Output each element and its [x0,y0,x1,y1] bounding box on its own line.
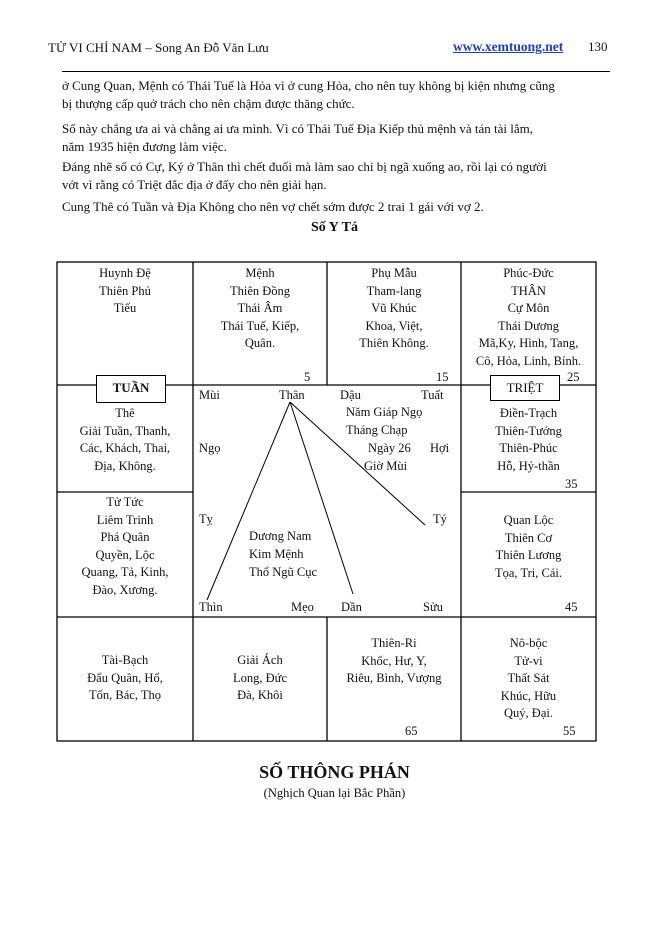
gender-info: Dương Nam [249,529,312,543]
palace-huynh-de: Huynh Đệ Thiên Phủ Tiểu [99,266,151,315]
menh-element: Kim Mệnh [249,547,304,561]
book-title: TỬ VI CHỈ NAM – Song An Đỗ Văn Lưu [48,40,269,55]
paragraph-1: ở Cung Quan, Mệnh có Thái Tuế là Hỏa vì ở cung Hỏa, cho nên tuy không bị kiện nhưng cũng bị thượng cấp quở trách cho nên chậm được thăng chức. [62,78,555,111]
branch-dan: Dần [341,600,362,614]
palace-dien-trach: Điền-Trạch Thiên-Tướng Thiên-Phúc Hỗ, Hỷ-thần [495,406,562,473]
age-number-quan-loc: 45 [565,600,578,614]
age-number-phu-mau: 15 [436,370,449,384]
palace-phuc-duc: Phúc-Đức THÂN Cự Môn Thái Dương Mã,Ky, Hình, Tang, Cô, Hỏa, Linh, Bính. [475,266,582,368]
branch-hoi: Hợi [430,441,450,455]
branch-ngo: Ngọ [199,441,221,455]
cuc-element: Thổ Ngũ Cục [249,565,318,579]
paragraph-3: Đáng nhẽ số có Cự, Ký ở Thân thì chết đuối mà làm sao chỉ bị ngã xuống ao, rồi lại có người vớt vì rằng có Triệt đắc địa ở đấy cho nên giải hạn. [62,159,547,192]
branch-ty-left: Tỵ [199,512,213,526]
age-number-no-boc: 55 [563,724,576,738]
section-title: SỐ THÔNG PHÁN [259,762,410,782]
branch-mui: Mùi [199,388,220,402]
age-number-thien-ri: 65 [405,724,418,738]
website-link[interactable]: www.xemtuong.net [453,39,564,54]
palace-quan-loc: Quan Lộc Thiên Cơ Thiên Lương Tọa, Tri, Cái. [494,513,563,580]
palace-phu-mau: Phụ Mẫu Tham-lang Vũ Khúc Khoa, Việt, Thiên Không. [359,266,429,350]
page-number: 130 [588,39,608,54]
branch-tuat: Tuất [421,388,444,402]
branch-than: Thân [279,388,305,402]
branch-meo: Mẹo [291,600,314,614]
palace-tai-bach: Tài-Bạch Đẩu Quân, Hổ, Tốn, Bác, Thọ [87,653,163,702]
section-subtitle: (Nghịch Quan lại Bắc Phần) [263,786,406,800]
palace-menh: Mệnh Thiên Đồng Thái Âm Thái Tuế, Kiếp, Quân. [220,266,300,350]
palace-thien-ri: Thiên-Ri Khốc, Hư, Y, Riêu, Bình, Vượng [346,636,442,685]
birth-month: Tháng Chạp [346,423,408,437]
palace-the: Thê Giải Tuần, Thanh, Các, Khách, Thai, Địa, Không. [79,406,171,473]
branch-dau: Dậu [340,388,361,402]
paragraph-4: Cung Thê có Tuần và Địa Không cho nên vợ chết sớm được 2 trai 1 gái với vợ 2. [62,199,484,214]
age-number-menh: 5 [304,370,311,384]
branch-ty-right: Tý [433,512,447,526]
paragraph-2: Số này chẳng ưa ai và chẳng ai ưa mình. Vì có Thái Tuế Địa Kiếp thủ mệnh và tán tài lắm, năm 1935 hiện đương làm việc. [62,121,534,154]
palace-tu-tuc: Tử Tức Liêm Trinh Phá Quân Quyền, Lộc Quang, Tả, Kinh, Đào, Xương. [81,495,169,597]
birth-day: Ngày 26 [368,441,411,455]
palace-no-boc: Nô-bộc Tử-vi Thất Sát Khúc, Hữu Quý, Đại. [500,636,557,720]
birth-hour: Giờ Mùi [364,459,408,473]
birth-year: Năm Giáp Ngọ [346,405,423,419]
age-number-dien-trach: 35 [565,477,578,491]
triet-label-box: TRIỆT [490,375,560,401]
branch-suu: Sửu [423,600,443,614]
chart-title: Số Y Tá [311,220,358,235]
tuan-label-box: TUẦN [96,375,166,403]
age-number-phuc-duc: 25 [567,370,580,384]
branch-thin: Thìn [199,600,223,614]
palace-giai-ach: Giải Ách Long, Đức Đà, Khôi [233,653,287,702]
